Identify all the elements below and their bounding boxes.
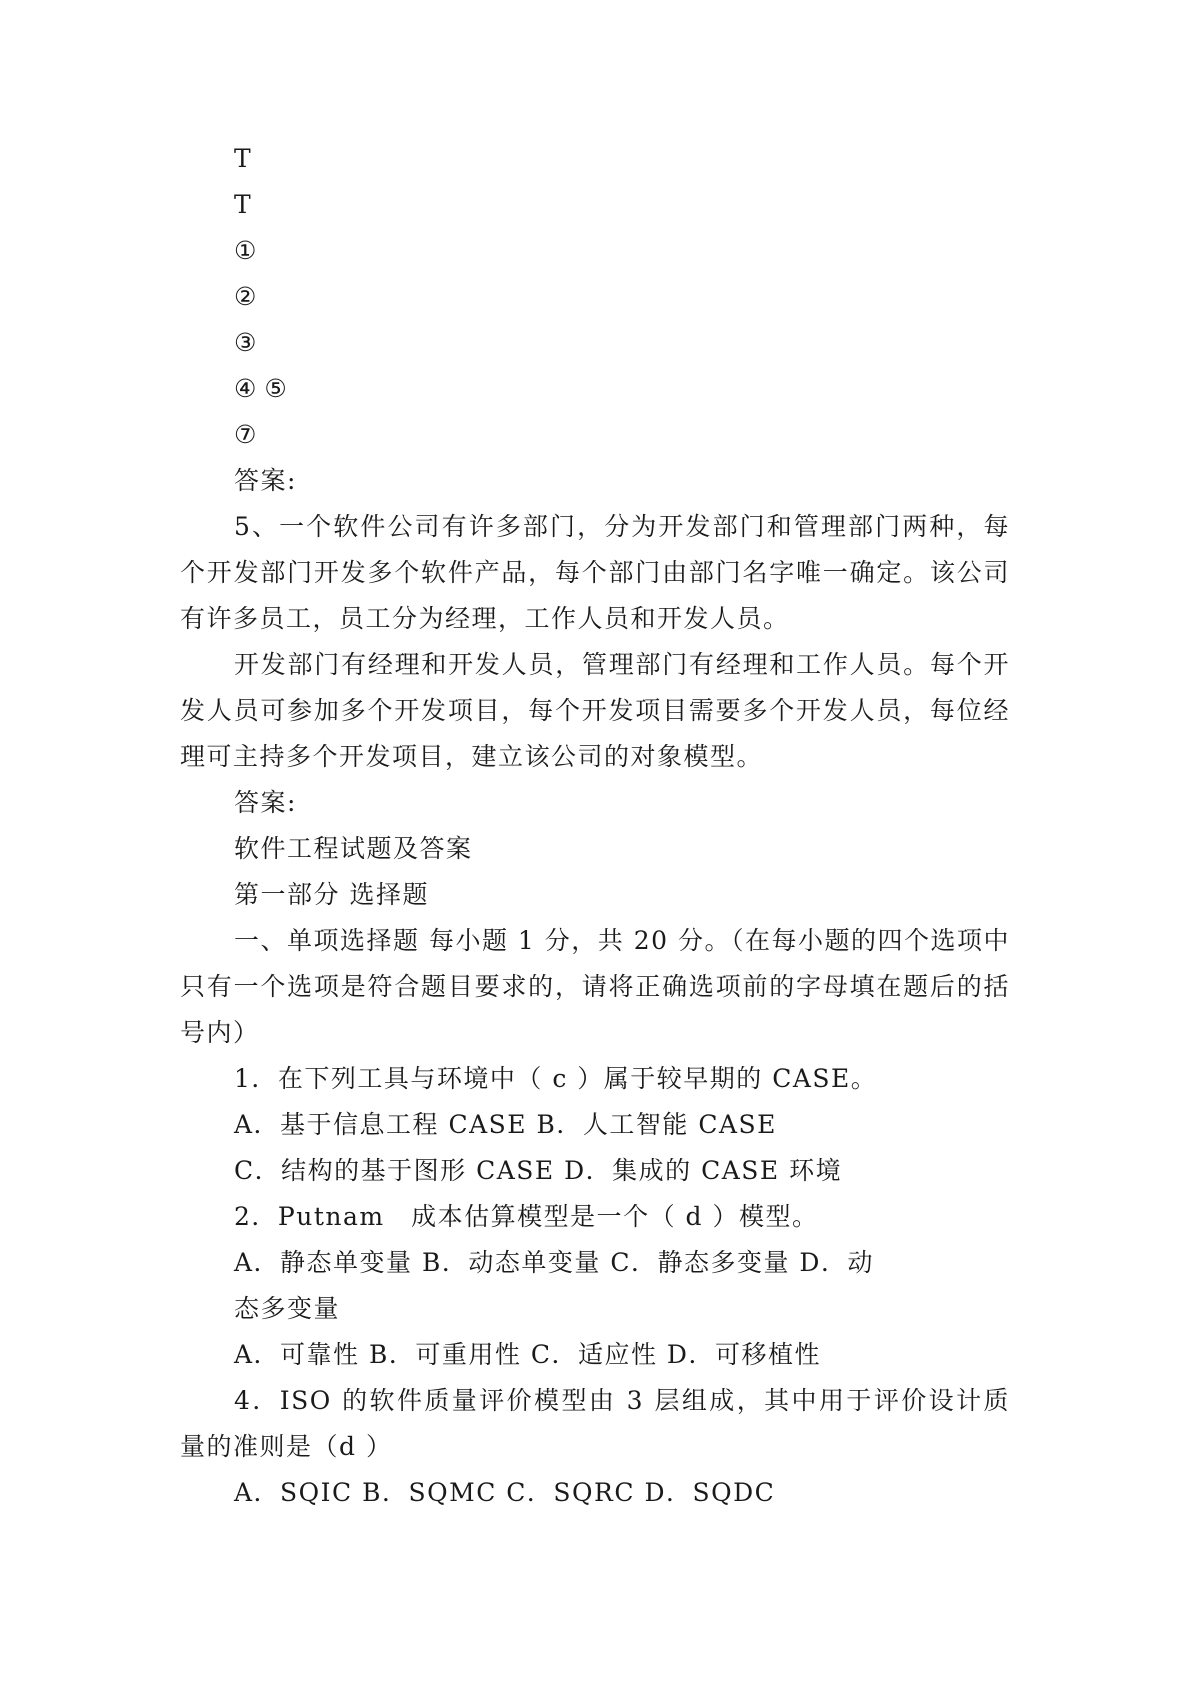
- question-1-options-ab: A．基于信息工程 CASE B．人工智能 CASE: [234, 1110, 777, 1139]
- circled-number-3: ③: [234, 328, 257, 357]
- circled-number-4-5: ④ ⑤: [234, 374, 287, 403]
- question-1: 1．在下列工具与环境中（ c ）属于较早期的 CASE。: [234, 1064, 878, 1093]
- question-2: 2．Putnam 成本估算模型是一个（ d ）模型。: [234, 1202, 819, 1231]
- circled-number-7: ⑦: [234, 420, 257, 449]
- question-4: 4．ISO 的软件质量评价模型由 3 层组成，其中用于评价设计质量的准则是（d ）: [180, 1386, 1010, 1461]
- document-title: 软件工程试题及答案: [234, 834, 473, 863]
- section-heading: 一、单项选择题 每小题 1 分，共 20 分。（在每小题的四个选项中只有一个选项是符合题目要求的，请将正确选项前的字母填在题后的括号内）: [180, 926, 1010, 1047]
- part-heading: 第一部分 选择题: [234, 880, 429, 909]
- question-5-paragraph-1: 5、一个软件公司有许多部门，分为开发部门和管理部门两种，每个开发部门开发多个软件产品，每个部门由部门名字唯一确定。该公司有许多员工，员工分为经理，工作人员和开发人员。: [180, 512, 1010, 633]
- circled-number-2: ②: [234, 282, 257, 311]
- question-1-options-cd: C．结构的基于图形 CASE D．集成的 CASE 环境: [234, 1156, 843, 1185]
- answer-label-1: 答案:: [234, 466, 297, 495]
- answer-label-2: 答案:: [234, 788, 297, 817]
- question-3-options: A．可靠性 B．可重用性 C．适应性 D．可移植性: [234, 1340, 821, 1369]
- circled-number-1: ①: [234, 236, 257, 265]
- question-5-paragraph-2: 开发部门有经理和开发人员，管理部门有经理和工作人员。每个开发人员可参加多个开发项目，每个开发项目需要多个开发人员，每位经理可主持多个开发项目，建立该公司的对象模型。: [180, 650, 1010, 771]
- question-4-options: A．SQIC B．SQMC C．SQRC D．SQDC: [234, 1478, 776, 1507]
- question-2-options: A．静态单变量 B．动态单变量 C．静态多变量 D．动: [234, 1248, 874, 1277]
- text-line-t1: T: [234, 144, 251, 173]
- text-line-t2: T: [234, 190, 251, 219]
- document-body: [180, 136, 1010, 1516]
- question-2-options-cont: 态多变量: [234, 1294, 341, 1323]
